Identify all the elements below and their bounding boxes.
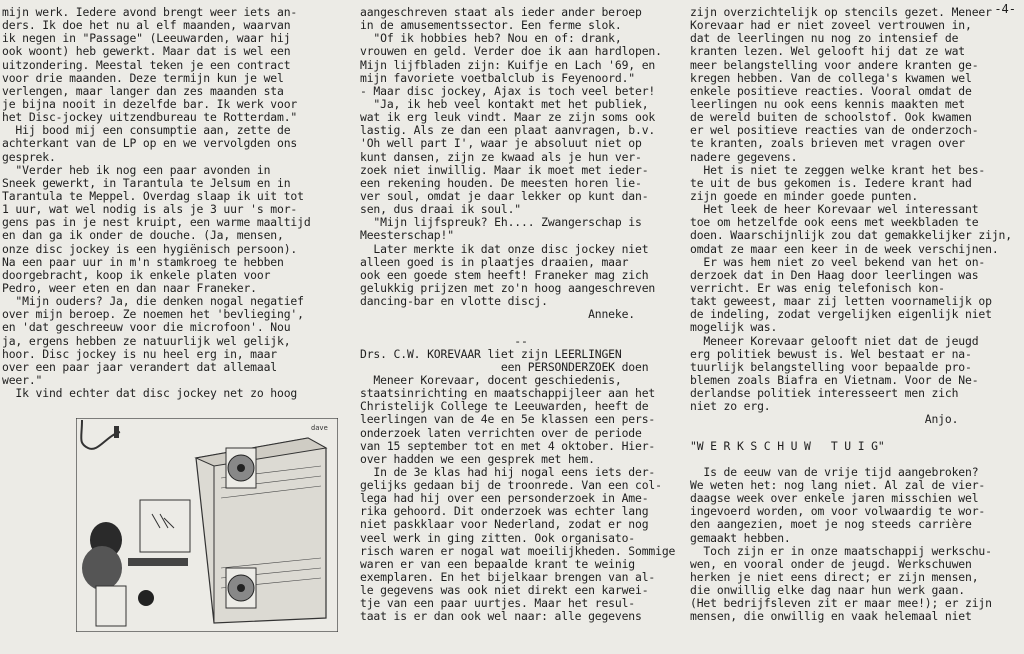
column3-line: die onwillig elke dag naar hun werk gaan.: [690, 584, 966, 598]
column3-line: Meneer Korevaar gelooft niet dat de jeugd: [690, 334, 979, 348]
column1-line: en 'dat geschreeuw voor die microfoon'. Nou: [2, 321, 291, 335]
column2-line: Later merkte ik dat onze disc jockey niet: [360, 242, 649, 256]
column1-line: het Disc-jockey uitzendbureau te Rotterdam.": [2, 111, 298, 125]
column1-line: "Mijn ouders? Ja, die denken nogal negatief: [2, 295, 304, 309]
column2-line: 'Oh well part I', waar je absoluut niet op: [360, 137, 642, 151]
column3-line: blemen zoals Biafra en Vietnam. Voor de Ne-: [690, 373, 979, 387]
column2-line: In de 3e klas had hij nogal eens iets der-: [360, 465, 656, 479]
column2-line: gelijks gedaan bij de troonrede. Van een col-: [360, 479, 662, 493]
column2-line: --: [360, 334, 528, 348]
column3-line: Er was hem niet zo veel bekend van het on-: [690, 255, 986, 269]
column1-line: Ik vind echter dat disc jockey net zo hoog: [2, 387, 298, 401]
column1-line: gesprek.: [2, 150, 56, 164]
svg-text:dave: dave: [311, 424, 328, 432]
column2-line: waren er van een bepaalde krant te weinig: [360, 557, 636, 571]
column2-line: ver soul, omdat je daar lekker op kunt dan-: [360, 189, 649, 203]
column1-line: ook woont) heb gewerkt. Maar dat is wel een: [2, 45, 291, 59]
column2-line: mijn favoriete voetbalclub is Feyenoord.": [360, 71, 636, 85]
column2-line: kunt dansen, zijn ze kwaad als je hun ver-: [360, 150, 642, 164]
column2-line: ook een goede stem heeft! Franeker mag zich: [360, 268, 649, 282]
column1-line: ik negen in "Passage" (Leeuwarden, waar hij: [2, 32, 291, 46]
column3-line: Is de eeuw van de vrije tijd aangebroken?: [690, 465, 979, 479]
column2-line: vrouwen en geld. Verder doe ik aan hardlopen.: [360, 45, 662, 59]
column3-line: omdat ze maar een keer in de week verschijnen.: [690, 242, 999, 256]
column2-line: "Of ik hobbies heb? Nou en of: drank,: [360, 32, 622, 46]
column3-line: mogelijk was.: [690, 321, 778, 335]
column2-line: "Mijn lijfspreuk? Eh.... Zwangerschap is: [360, 216, 642, 230]
column2-line: in de amusementssector. Een ferme slok.: [360, 19, 622, 33]
column3-line: kranten lezen. Wel gelooft hij dat ze wat: [690, 45, 966, 59]
column3-line: Het is niet te zeggen welke krant het bes-: [690, 163, 986, 177]
column2-line: risch waren er nogal wat moeilijkheden. Sommige: [360, 544, 675, 558]
column3-line: herken je niet eens direct; er zijn mensen,: [690, 571, 979, 585]
column3-line: te kranten, zoals brieven met vragen over: [690, 137, 966, 151]
column3-line: Toch zijn er in onze maatschappij werkschu-: [690, 544, 992, 558]
column1-line: mijn werk. Iedere avond brengt weer iets an-: [2, 6, 298, 19]
column2-line: exemplaren. En het bijelkaar brengen van al-: [360, 571, 656, 585]
column1-line: gens pas in je nest kruipt, een warme maaltijd: [2, 216, 311, 230]
column3-line: [690, 453, 1020, 466]
column3-line: enkele positieve reacties. Vooral omdat de: [690, 84, 972, 98]
column3-line: takt geweest, maar zij letten voornamelijk op: [690, 295, 992, 309]
column2-line: taat is er dan ook wel naar: alle gegevens: [360, 610, 642, 624]
column2-line: niet paskklaar voor Nederland, zodat er nog: [360, 518, 649, 532]
column1-line: doorgebracht, koop ik enkele platen voor: [2, 268, 271, 282]
column3-line: Korevaar had er niet zoveel vertrouwen in,: [690, 19, 972, 33]
column-1: [2, 6, 337, 400]
column3-line: zijn goede en minder goede punten.: [690, 189, 919, 203]
column1-line: en dan ga ik onder de douche. (Ja, mensen,: [2, 229, 284, 243]
column2-line: leerlingen van de 4e en 5e klassen een pers-: [360, 413, 656, 427]
column1-line: Na een paar uur in m'n stamkroeg te hebben: [2, 255, 284, 269]
column3-line: verricht. Er was enig telefonisch kon-: [690, 281, 945, 295]
column3-line: derlandse politiek interesseert men zich: [690, 387, 959, 401]
column2-line: gelukkig prijzen met zo'n hoog aangeschreven: [360, 281, 656, 295]
column1-line: Pedro, weer eten en dan naar Franeker.: [2, 281, 257, 295]
column3-line: gemaakt hebben.: [690, 531, 791, 545]
column1-line: over een paar jaar verandert dat allemaal: [2, 360, 278, 374]
column3-line: de wereld buiten de schoolstof. Ook kwamen: [690, 111, 972, 125]
column2-line: staatsinrichting en maatschappijleer aan het: [360, 387, 656, 401]
column3-line: Het leek de heer Korevaar wel interessant: [690, 203, 979, 217]
column1-line: "Verder heb ik nog een paar avonden in: [2, 163, 271, 177]
column2-line: dancing-bar en vlotte discj.: [360, 295, 548, 309]
column2-line: Drs. C.W. KOREVAAR liet zijn LEERLINGEN: [360, 347, 622, 361]
column2-line: veel werk in ging zitten. Ook organisato-: [360, 531, 636, 545]
column2-line: sen, dus draai ik soul.": [360, 203, 521, 217]
column1-line: Sneek gewerkt, in Tarantula te Jelsum en in: [2, 176, 291, 190]
column1-line: je bijna nooit in dezelfde bar. Ik werk voor: [2, 97, 298, 111]
column3-line: toe om hetzelfde ook eens met weekbladen te: [690, 216, 979, 230]
column3-line: mensen, die onwillig en vaak helemaal niet: [690, 610, 972, 624]
column3-line: niet zo erg.: [690, 400, 771, 414]
column1-line: onze disc jockey is een hygiënisch persoon).: [2, 242, 298, 256]
column2-line: zoek niet inwillig. Maar ik moet met ieder-: [360, 163, 649, 177]
column3-line: wen, en vooral onder de jeugd. Werkschuwen: [690, 557, 972, 571]
column1-line: ja, ergens hebben ze natuurlijk wel gelijk,: [2, 334, 291, 348]
column3-line: Anjo.: [690, 413, 959, 427]
column1-line: weer.": [2, 373, 43, 387]
column1-line: over mijn beroep. Ze noemen het 'bevlieging',: [2, 308, 304, 322]
column2-line: Meesterschap!": [360, 229, 454, 243]
column3-line: daagse week over enkele jaren misschien wel: [690, 492, 979, 506]
column3-line: ingevoerd worden, om voor volwaardig te wor-: [690, 505, 986, 519]
column2-line: een rekening houden. De meesten horen lie-: [360, 176, 642, 190]
column2-line: [360, 321, 675, 334]
column3-line: tuurlijk belangstelling voor bepaalde pro-: [690, 360, 972, 374]
column3-line: "W E R K S C H U W T U I G": [690, 439, 885, 453]
column2-line: van 15 september tot en met 4 oktober. Hier-: [360, 439, 656, 453]
column3-line: leerlingen nu ook eens kennis maakten met: [690, 97, 966, 111]
column3-line: derzoek dat in Den Haag door leerlingen was: [690, 268, 979, 282]
column2-line: een PERSONDERZOEK doen: [360, 360, 649, 374]
column3-line: zijn overzichtelijk op stencils gezet. Meneer: [690, 6, 992, 19]
column3-line: [690, 427, 1020, 440]
column3-line: (Het bedrijfsleven zit er maar mee!); er zijn: [690, 597, 992, 611]
column2-line: Meneer Korevaar, docent geschiedenis,: [360, 373, 622, 387]
column3-line: er wel positieve reacties van de onderzoch-: [690, 124, 979, 138]
column2-line: le gegevens was ook niet direkt een karwei-: [360, 584, 649, 598]
column2-line: rika gehoord. Dit onderzoek was echter lang: [360, 505, 649, 519]
column1-line: hoor. Disc jockey is nu heel erg in, maar: [2, 347, 278, 361]
column2-line: Mijn lijfbladen zijn: Kuifje en Lach '69, en: [360, 58, 656, 72]
column1-line: 1 uur, wat wel nodig is als je 3 uur 's mor-: [2, 203, 298, 217]
column2-line: Anneke.: [360, 308, 636, 322]
column2-line: aangeschreven staat als ieder ander beroep: [360, 6, 642, 19]
column3-line: de indeling, zodat vergelijken eigenlijk niet: [690, 308, 992, 322]
disc-jockey-illustration: [76, 418, 338, 632]
column1-line: voor drie maanden. Deze termijn kun je wel: [2, 71, 284, 85]
column2-line: Christelijk College te Leeuwarden, heeft de: [360, 400, 649, 414]
column2-line: alleen goed is in plaatjes draaien, maar: [360, 255, 629, 269]
column1-line: verlengen, maar langer dan zes maanden sta: [2, 84, 284, 98]
column2-line: tje van een paar uurtjes. Maar het resul-: [360, 597, 636, 611]
column1-line: achterkant van de LP op en we vervolgden ons: [2, 137, 298, 151]
column3-line: doen. Waarschijnlijk zou dat gemakkelijker zijn,: [690, 229, 1012, 243]
column2-line: over hadden we een gesprek met hem.: [360, 452, 595, 466]
column3-line: erg politiek bewust is. Wel bestaat er na-: [690, 347, 972, 361]
column3-line: kregen hebben. Van de collega's kwamen wel: [690, 71, 972, 85]
column2-line: wat ik erg leuk vindt. Maar ze zijn soms ook: [360, 111, 656, 125]
page-number: -4-: [994, 2, 1016, 16]
column2-line: onderzoek laten verrichten over de periode: [360, 426, 642, 440]
column-3: [690, 6, 1020, 624]
column1-line: uitzondering. Meestal teken je een contract: [2, 58, 291, 72]
column2-line: lastig. Als ze dan een plaat aanvragen, b.v.: [360, 124, 656, 138]
column3-line: den aangezien, moet je nog steeds carrière: [690, 518, 972, 532]
column3-line: te uit de bus gekomen is. Iedere krant had: [690, 176, 972, 190]
column-2: [360, 6, 675, 624]
column3-line: dat de leerlingen nu nog zo intensief de: [690, 32, 959, 46]
column1-line: Hij bood mij een consumptie aan, zette de: [2, 124, 291, 138]
column3-line: We weten het: nog lang niet. Al zal de vier-: [690, 479, 986, 493]
column3-line: nadere gegevens.: [690, 150, 798, 164]
column1-line: Tarantula te Meppel. Overdag slaap ik uit tot: [2, 189, 304, 203]
column1-line: ders. Ik doe het nu al elf maanden, waarvan: [2, 19, 291, 33]
column3-line: meer belangstelling voor andere kranten ge-: [690, 58, 979, 72]
column2-line: lega had hij over een personderzoek in Ame-: [360, 492, 649, 506]
column2-line: - Maar disc jockey, Ajax is toch veel beter!: [360, 84, 656, 98]
column2-line: "Ja, ik heb veel kontakt met het publiek,: [360, 97, 649, 111]
